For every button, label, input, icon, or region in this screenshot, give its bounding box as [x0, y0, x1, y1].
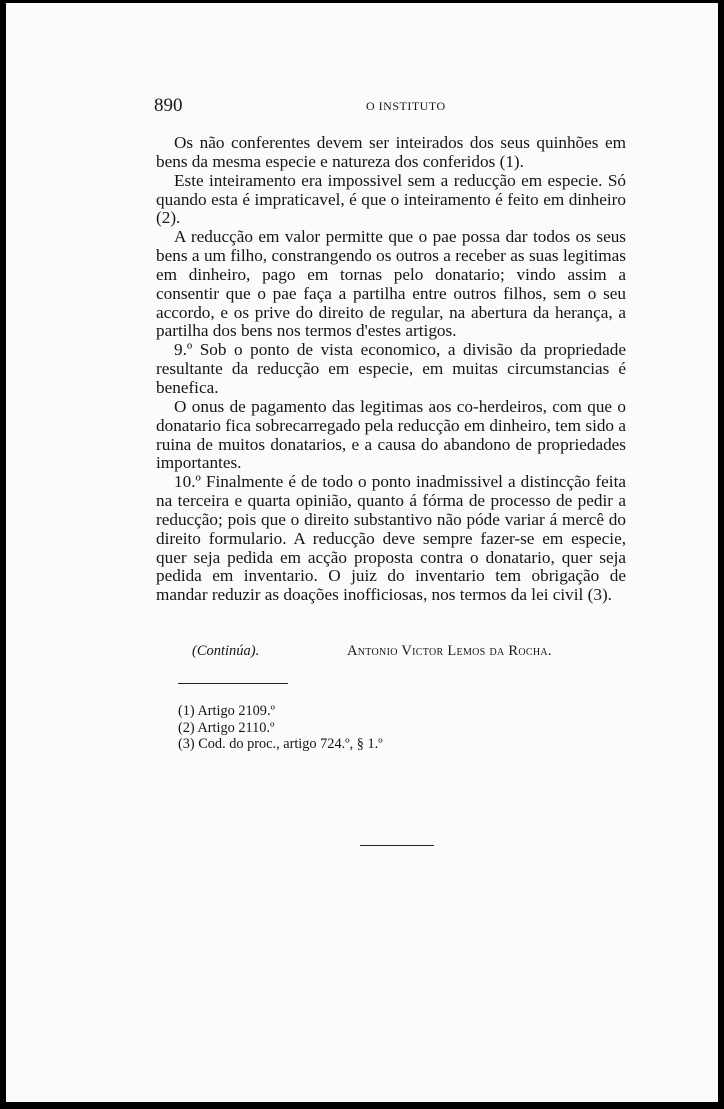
article-body: [156, 134, 626, 605]
signature-line: [156, 643, 626, 663]
continued-note: (Continúa).: [192, 643, 260, 659]
end-divider: [360, 845, 434, 846]
paragraph: 9.º Sob o ponto de vista economico, a divisão da propriedade resultante da reducção em especie, em muitas circumstancias é benefica.: [156, 340, 626, 397]
footnote-item: (3) Cod. do proc., artigo 724.º, § 1.º: [178, 736, 383, 753]
paragraph: 10.º Finalmente é de todo o ponto inadmissivel a distincção feita na terceira e quarta opinião, quanto á fórma de processo de pedir a reducção; pois que o direito substantivo não póde variar á mercê do direito formulario. A reducção deve sempre fazer-se em especie, quer seja pedida em acção proposta contra o donatario, quer seja pedida em inventario. O juiz do inventario tem obrigação de mandar reduzir as doações inofficiosas, nos termos da lei civil (3).: [156, 472, 626, 605]
paragraph: A reducção em valor permitte que o pae possa dar todos os seus bens a um filho, constrangendo os outros a receber as suas legitimas em dinheiro, pago em tornas pelo donatario; vindo assim a consentir que o pae faça a partilha entre outros filhos, sem o seu accordo, e os prive do direito de regular, na abertura da herança, a partilha dos bens nos termos d'estes artigos.: [156, 227, 626, 341]
footnote-item: (1) Artigo 2109.º: [178, 703, 275, 719]
paragraph: O onus de pagamento das legitimas aos co-herdeiros, com que o donatario fica sobrecarregado pela reducção em dinheiro, tem sido a ruina de muitos donatarios, e a causa do abandono de propriedades importantes.: [156, 396, 626, 473]
paragraph: Este inteiramento era impossivel sem a reducção em especie. Só quando esta é impraticavel, é que o inteiramento é feito em dinheiro (2).: [156, 170, 626, 228]
footnote-item: (2) Artigo 2110.º: [178, 719, 275, 736]
footnotes: [178, 703, 618, 753]
author-name: Antonio Victor Lemos da Rocha.: [347, 643, 552, 659]
page-number: 890: [154, 95, 183, 116]
running-header: [154, 95, 630, 119]
journal-title: O INSTITUTO: [366, 99, 446, 113]
footnote-divider: [178, 683, 288, 684]
paragraph: Os não conferentes devem ser inteirados dos seus quinhões em bens da mesma especie e natureza dos conferidos (1).: [156, 133, 626, 171]
